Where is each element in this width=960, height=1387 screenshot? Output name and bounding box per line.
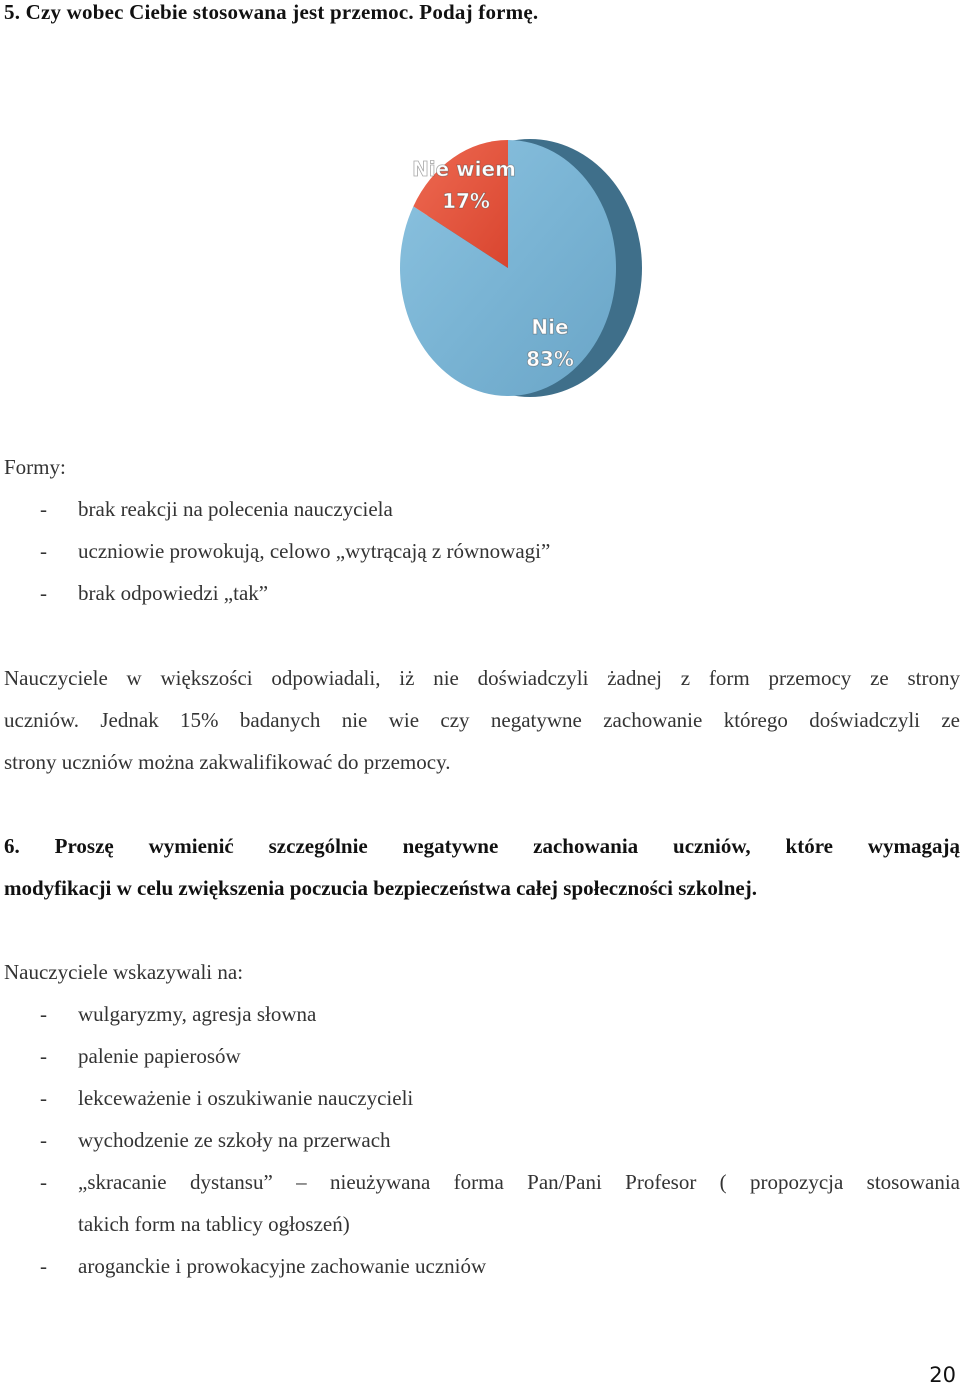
page-number: 20	[929, 1363, 956, 1387]
forms-item-text: brak odpowiedzi „tak”	[78, 581, 269, 605]
forms-item-text: uczniowie prowokują, celowo „wytrącają z równowagi”	[78, 539, 551, 563]
pie-label-nie-wiem: Nie wiem	[412, 157, 516, 181]
answers-item-text: wulgaryzmy, agresja słowna	[78, 1002, 317, 1026]
answers-list-item	[40, 1002, 316, 1027]
bullet-dash: -	[40, 1002, 47, 1026]
answers-item-text: aroganckie i prowokacyjne zachowanie uczniów	[78, 1254, 487, 1278]
bullet-dash: -	[40, 1254, 47, 1278]
pie-label-nie: Nie	[531, 315, 569, 339]
forms-heading: Formy:	[4, 455, 66, 479]
bullet-dash: -	[40, 1086, 47, 1110]
bullet-dash: -	[40, 1170, 47, 1194]
forms-list-item	[40, 539, 550, 564]
question-6-title-cont: modyfikacji w celu zwiększenia poczucia bezpieczeństwa całej społeczności szkolnej.	[4, 876, 757, 900]
answers-heading: Nauczyciele wskazywali na:	[4, 960, 244, 984]
forms-item-text: brak reakcji na polecenia nauczyciela	[78, 497, 393, 521]
answers-list-item-long	[40, 1170, 960, 1254]
summary-line: strony uczniów można zakwalifikować do przemocy.	[4, 750, 451, 774]
pie-value-nie: 83%	[526, 347, 574, 371]
forms-list-item	[40, 497, 393, 522]
bullet-dash: -	[40, 1128, 47, 1152]
summary-line: uczniów. Jednak 15% badanych nie wie czy negatywne zachowanie którego doświadczyli ze	[4, 708, 960, 732]
bullet-dash: -	[40, 581, 47, 605]
answers-item-text: wychodzenie ze szkoły na przerwach	[78, 1128, 391, 1152]
answers-list-item	[40, 1128, 391, 1153]
summary-line: Nauczyciele w większości odpowiadali, iż nie doświadczyli żadnej z form przemocy ze strony	[4, 666, 960, 690]
question-5-title: 5. Czy wobec Ciebie stosowana jest przemoc. Podaj formę.	[4, 0, 539, 24]
answers-item-text: palenie papierosów	[78, 1044, 241, 1068]
pie-chart-svg	[380, 118, 680, 418]
answers-long-item-line1: „skracanie dystansu” – nieużywana forma Pan/Pani Profesor ( propozycja stosowania	[78, 1170, 960, 1194]
answers-list-item	[40, 1254, 486, 1279]
bullet-dash: -	[40, 497, 47, 521]
answers-item-text: lekceważenie i oszukiwanie nauczycieli	[78, 1086, 414, 1110]
pie-chart	[380, 118, 680, 418]
answers-long-item-line2: takich form na tablicy ogłoszeń)	[78, 1212, 350, 1236]
answers-list-item	[40, 1086, 413, 1111]
bullet-dash: -	[40, 539, 47, 563]
question-6-title: 6. Proszę wymienić szczególnie negatywne zachowania uczniów, które wymagają	[4, 834, 960, 858]
answers-list-item	[40, 1044, 241, 1069]
bullet-dash: -	[40, 1044, 47, 1068]
forms-list-item	[40, 581, 268, 606]
pie-value-nie-wiem: 17%	[442, 189, 490, 213]
